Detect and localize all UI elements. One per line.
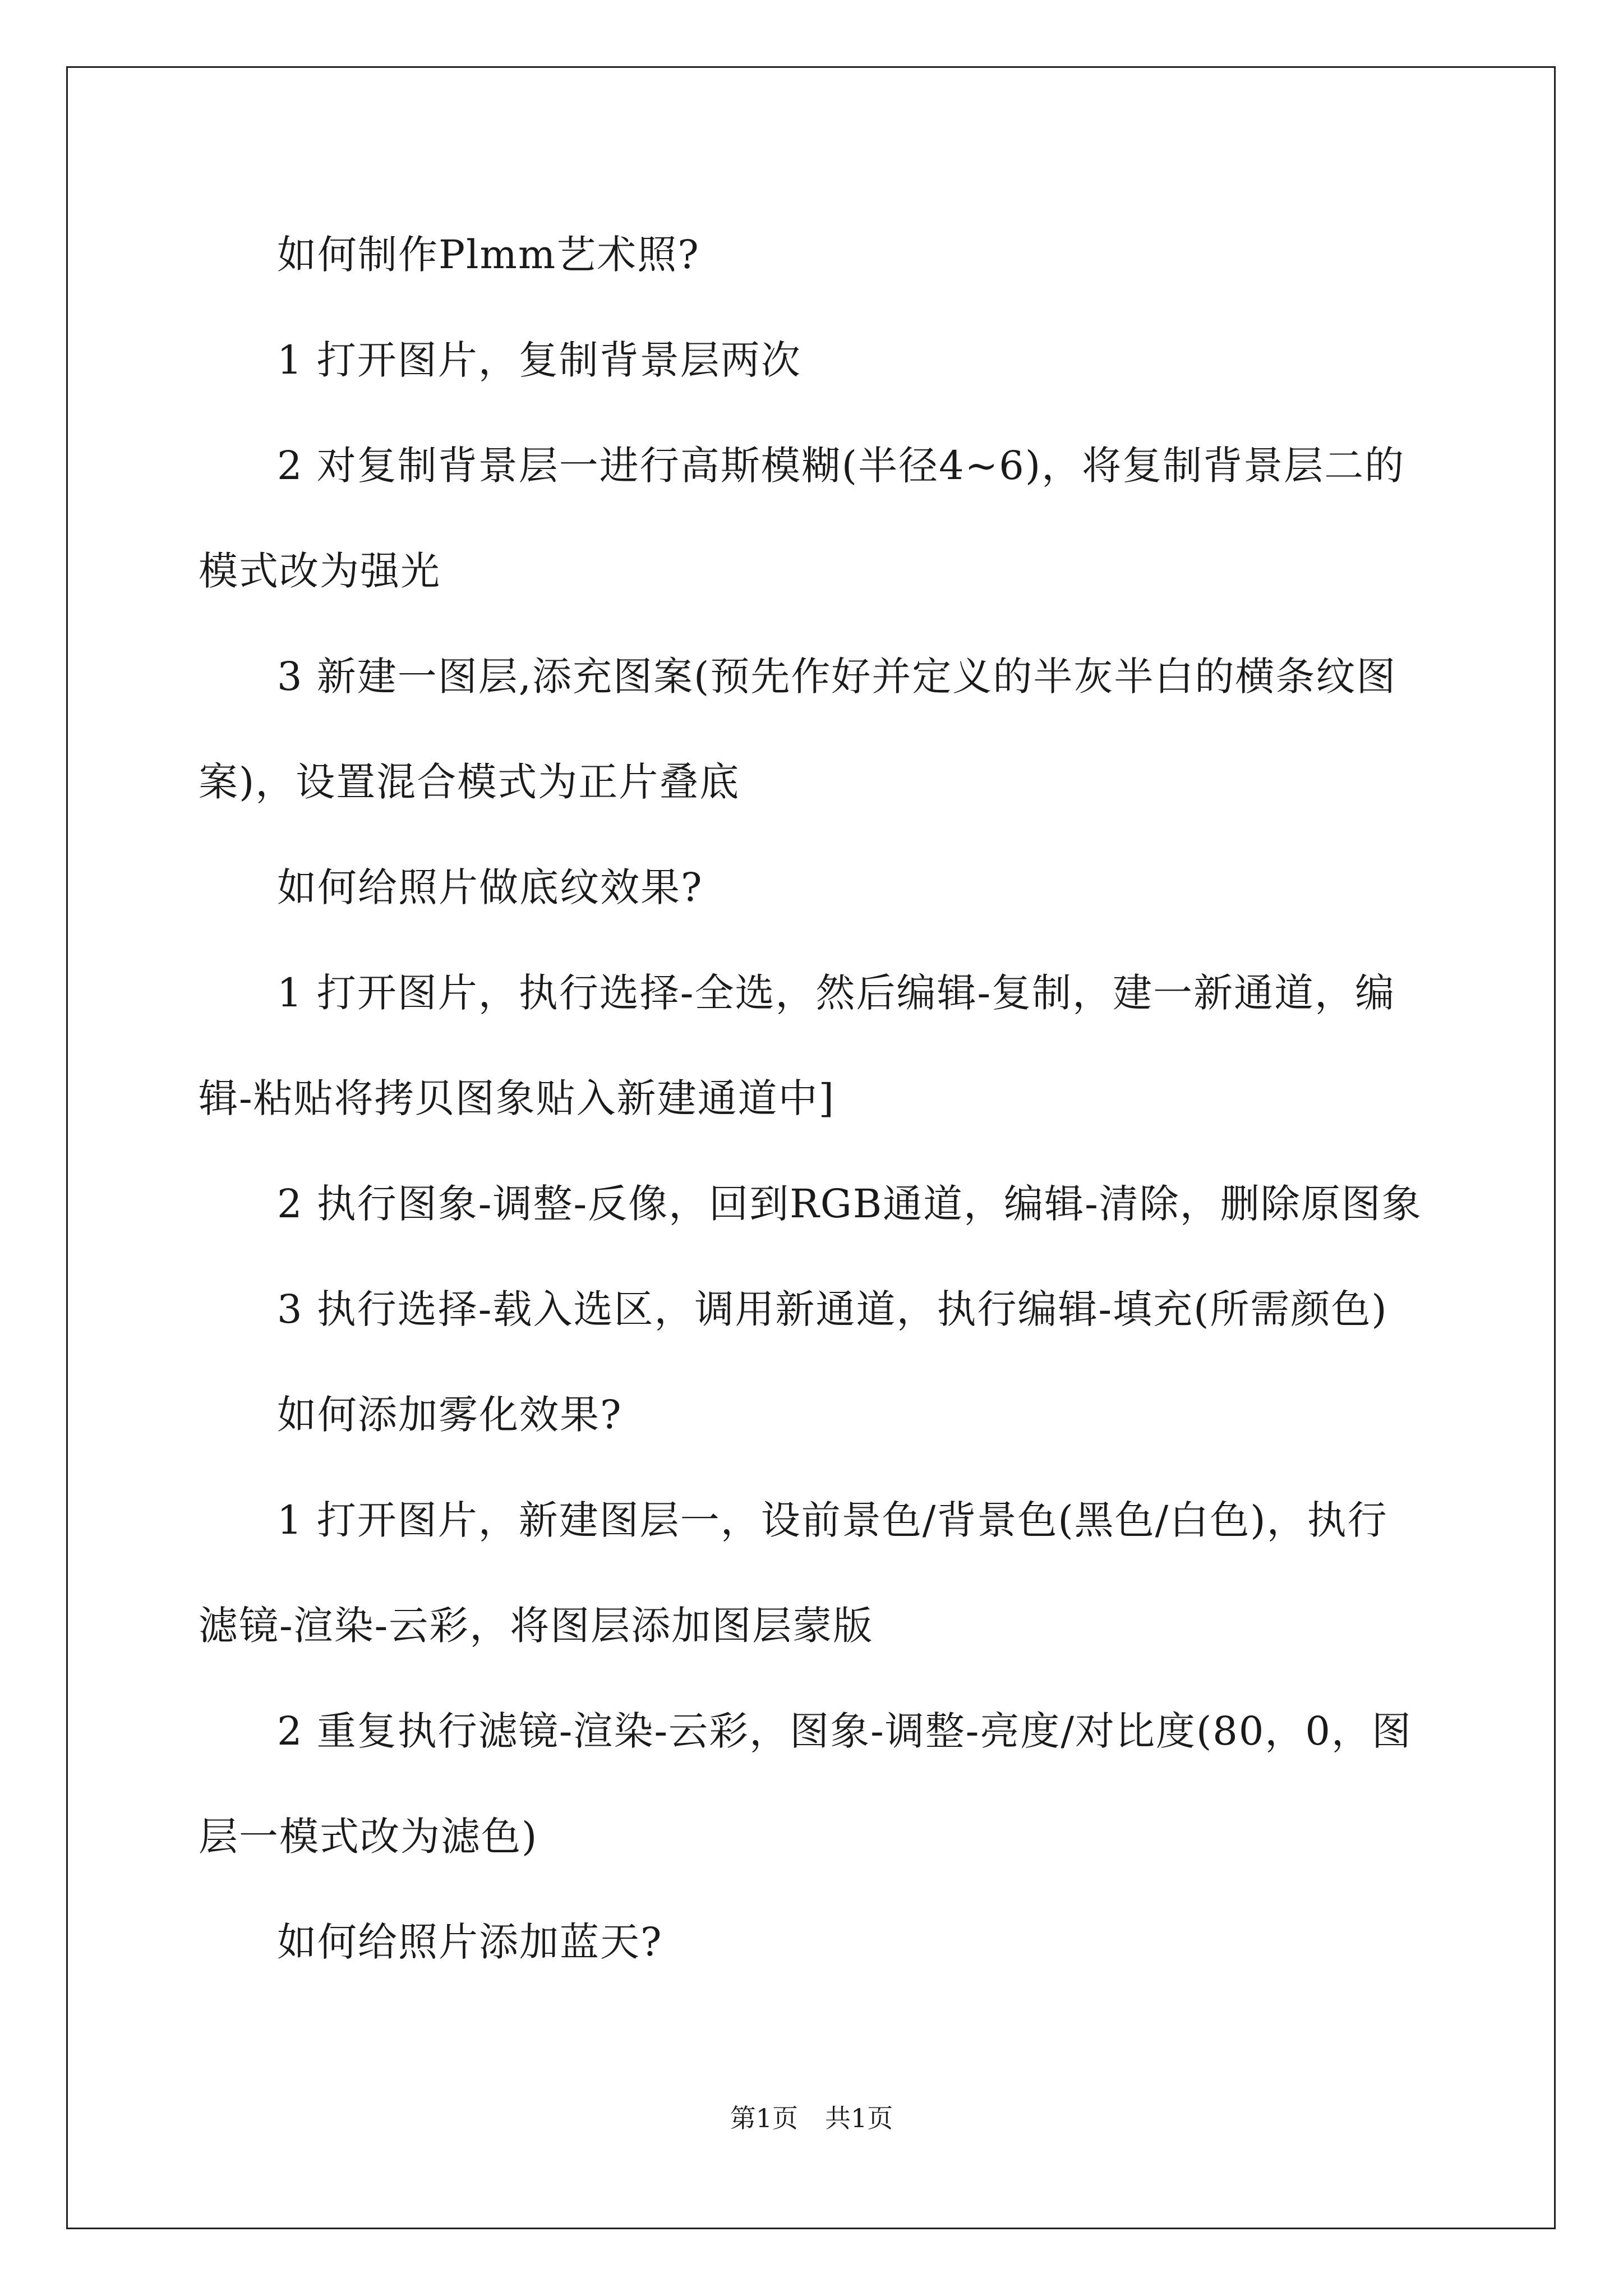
step-paragraph: 3 执行选择-载入选区，调用新通道，执行编辑-填充(所需颜色) — [277, 1286, 1388, 1332]
page-footer — [0, 2098, 1623, 2135]
page-total: 共1页 — [825, 2103, 893, 2133]
heading-texture-effect: 如何给照片做底纹效果? — [277, 864, 703, 910]
heading-art-photo: 如何制作Plmm艺术照? — [277, 232, 700, 278]
page-number: 第1页 — [730, 2103, 798, 2133]
heading-fog-effect: 如何添加雾化效果? — [277, 1392, 623, 1438]
step-paragraph: 3 新建一图层,添充图案(预先作好并定义的半灰半白的横条纹图案)，设置混合模式为正片叠底 — [199, 654, 1397, 805]
step-paragraph: 1 打开图片，复制背景层两次 — [277, 337, 801, 383]
step-paragraph: 1 打开图片，执行选择-全选，然后编辑-复制，建一新通道，编辑-粘贴将拷贝图象贴入新建通道中] — [199, 970, 1396, 1121]
step-paragraph: 2 重复执行滤镜-渲染-云彩，图象-调整-亮度/对比度(80，0，图层一模式改为滤色) — [199, 1708, 1412, 1860]
heading-blue-sky: 如何给照片添加蓝天? — [277, 1919, 663, 1965]
step-paragraph: 2 执行图象-调整-反像，回到RGB通道，编辑-清除，删除原图象 — [277, 1181, 1422, 1227]
step-paragraph: 2 对复制背景层一进行高斯模糊(半径4~6)，将复制背景层二的模式改为强光 — [199, 443, 1405, 594]
document-body — [199, 202, 1427, 1995]
step-paragraph: 1 打开图片，新建图层一，设前景色/背景色(黑色/白色)，执行滤镜-渲染-云彩，将图层添加图层蒙版 — [199, 1497, 1388, 1649]
